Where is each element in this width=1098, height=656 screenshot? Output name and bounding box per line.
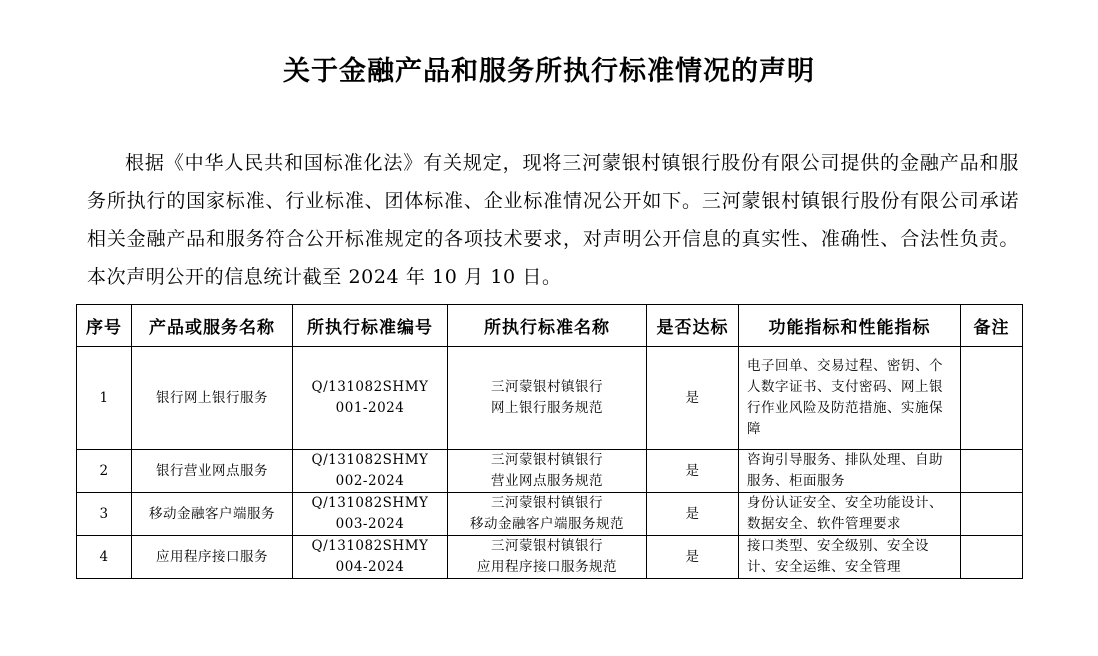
cell-product: 应用程序接口服务 [132,536,293,579]
cell-compliant: 是 [647,347,739,450]
standards-table [76,304,1023,579]
cell-standard-name [448,536,647,579]
cell-standard-name [448,347,647,450]
cell-no: 1 [77,347,132,450]
standard-code-line: Q/131082SHMY [311,538,429,554]
header-standard-name: 所执行标准名称 [448,305,647,347]
standard-code-line: 003-2024 [335,516,405,532]
cell-standard-code [293,493,448,536]
standard-code-line: 002-2024 [335,473,405,489]
header-standard-code: 所执行标准编号 [293,305,448,347]
standard-name-line: 营业网点服务规范 [491,473,603,489]
standard-code-line: Q/131082SHMY [311,495,429,511]
header-no: 序号 [77,305,132,347]
standard-name-line: 应用程序接口服务规范 [477,559,617,575]
cell-product: 银行营业网点服务 [132,450,293,493]
cell-remark [961,493,1023,536]
standard-code-line: Q/131082SHMY [311,452,429,468]
table-row [77,450,1023,493]
table-row [77,536,1023,579]
cell-compliant: 是 [647,493,739,536]
cell-remark [961,347,1023,450]
cell-standard-name [448,450,647,493]
header-functions: 功能指标和性能指标 [739,305,961,347]
standard-name-line: 三河蒙银村镇银行 [491,452,603,468]
cell-no: 2 [77,450,132,493]
header-product: 产品或服务名称 [132,305,293,347]
standard-name-line: 三河蒙银村镇银行 [491,379,603,395]
statement-paragraph: 根据《中华人民共和国标准化法》有关规定，现将三河蒙银村镇银行股份有限公司提供的金融产品和服务所执行的国家标准、行业标准、团体标准、企业标准情况公开如下。三河蒙银村镇银行股份有限公司承诺相关金融产品和服务符合公开标准规定的各项技术要求，对声明公开信息的真实性、准确性、合法性负责。本次声明公开的信息统计截至 2024 年 10 月 10 日。 [87,152,1019,288]
standard-name-line: 三河蒙银村镇银行 [491,538,603,554]
cell-remark [961,450,1023,493]
standard-code-line: Q/131082SHMY [311,379,429,395]
cell-remark [961,536,1023,579]
cell-functions: 电子回单、交易过程、密钥、个人数字证书、支付密码、网上银行作业风险及防范措施、实施保障 [739,347,961,450]
cell-standard-code [293,450,448,493]
document-title: 关于金融产品和服务所执行标准情况的声明 [283,56,815,87]
standard-code-line: 004-2024 [335,559,405,575]
header-compliant: 是否达标 [647,305,739,347]
standard-name-line: 三河蒙银村镇银行 [491,495,603,511]
cell-no: 3 [77,493,132,536]
cell-product: 银行网上银行服务 [132,347,293,450]
cell-standard-name [448,493,647,536]
table-row [77,493,1023,536]
cell-functions: 咨询引导服务、排队处理、自助服务、柜面服务 [739,450,961,493]
standard-name-line: 网上银行服务规范 [491,400,603,416]
table-header-row [77,305,1023,347]
cell-functions: 身份认证安全、安全功能设计、数据安全、软件管理要求 [739,493,961,536]
cell-standard-code [293,347,448,450]
cell-compliant: 是 [647,536,739,579]
standard-name-line: 移动金融客户端服务规范 [470,516,624,532]
header-remark: 备注 [961,305,1023,347]
cell-compliant: 是 [647,450,739,493]
table-row [77,347,1023,450]
cell-standard-code [293,536,448,579]
cell-no: 4 [77,536,132,579]
standard-code-line: 001-2024 [335,400,405,416]
cell-product: 移动金融客户端服务 [132,493,293,536]
cell-functions: 接口类型、安全级别、安全设计、安全运维、安全管理 [739,536,961,579]
